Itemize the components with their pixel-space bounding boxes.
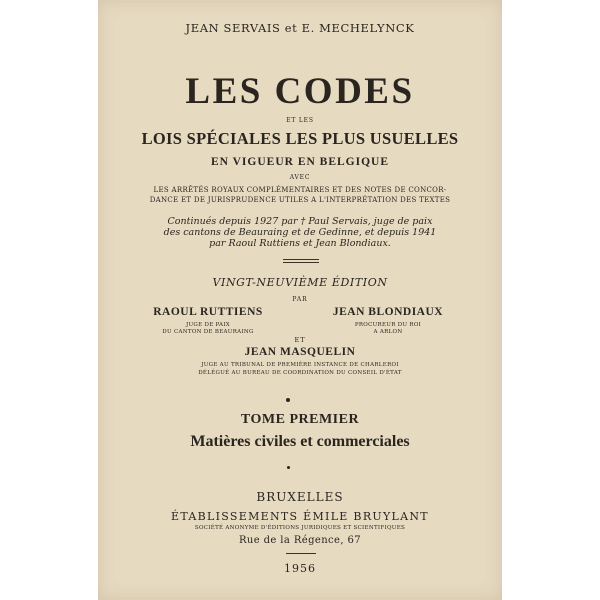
title-conjunction: ET LES	[286, 117, 314, 124]
jurisdiction-line: EN VIGUEUR EN BELGIQUE	[210, 156, 390, 168]
authors-header: JEAN SERVAIS et E. MECHELYNCK	[185, 21, 415, 35]
editor-masquelin: JEAN MASQUELIN	[244, 346, 356, 358]
avec-label: AVEC	[289, 174, 311, 181]
continued-line-2: des cantons de Beauraing et de Gedinne, et depuis 1941	[163, 227, 437, 238]
title-page	[98, 0, 502, 600]
publication-year: 1956	[284, 562, 316, 575]
ornament-dot	[286, 398, 290, 402]
editor-title: PROCUREUR DU ROI	[354, 322, 422, 328]
publisher-name: ÉTABLISSEMENTS ÉMILE BRUYLANT	[171, 510, 429, 523]
par-label: PAR	[292, 296, 308, 303]
continued-line-3: par Raoul Ruttiens et Jean Blondiaux.	[209, 238, 391, 249]
edition-label: VINGT-NEUVIÈME ÉDITION	[212, 276, 388, 289]
volume-subject: Matières civiles et commerciales	[190, 433, 410, 450]
publisher-city: BRUXELLES	[256, 490, 344, 504]
editor-name: RAOUL RUTTIENS	[153, 306, 263, 318]
publisher-society: SOCIÉTÉ ANONYME D'ÉDITIONS JURIDIQUES ET SCIENTIFIQUES	[194, 525, 406, 531]
description-line-1: LES ARRÊTÉS ROYAUX COMPLÉMENTAIRES ET DES NOTES DE CONCOR-	[153, 186, 447, 194]
editor-title: A ARLON	[373, 329, 403, 335]
editor-blondiaux	[313, 306, 463, 336]
tome-label: TOME PREMIER	[240, 412, 360, 427]
editor-title: JUGE DE PAIX	[185, 322, 231, 328]
editor-name: JEAN BLONDIAUX	[332, 306, 444, 318]
book-title: LES CODES	[185, 71, 415, 112]
divider-rule	[283, 259, 319, 260]
description-line-2: DANCE ET DE JURISPRUDENCE UTILES A L'INTERPRÉTATION DES TEXTES	[149, 196, 451, 204]
book-subtitle: LOIS SPÉCIALES LES PLUS USUELLES	[141, 129, 459, 148]
divider-rule	[286, 553, 316, 554]
editor-ruttiens	[138, 306, 278, 336]
ornament-dot	[287, 466, 290, 469]
et-label: ET	[294, 336, 306, 344]
editor-title: DÉLÉGUÉ AU BUREAU DE COORDINATION DU CONSEIL D'ÉTAT	[198, 370, 402, 376]
editor-title: JUGE AU TRIBUNAL DE PREMIÈRE INSTANCE DE CHARLEROI	[201, 362, 399, 368]
continued-line-1: Continués depuis 1927 par † Paul Servais, juge de paix	[167, 216, 433, 227]
editor-title: DU CANTON DE BEAURAING	[162, 329, 254, 335]
divider-rule	[283, 262, 319, 263]
publisher-address: Rue de la Régence, 67	[238, 535, 362, 546]
